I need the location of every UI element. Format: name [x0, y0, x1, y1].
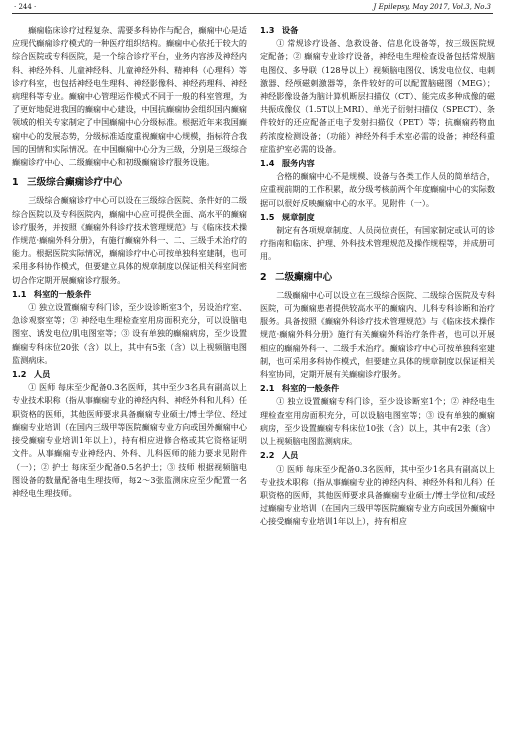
section-2-1-paragraph: ① 独立设置癫痫专科门诊，至少设诊断室1个；② 神经电生理检查室用房面积充分，可以设脑电图室等；③ 设有单独的癫痫病房，至少设置癫痫专科床位10张（含）以上，其中有2张（含）以上视频脑电图监测病床。: [260, 396, 495, 447]
left-column: [12, 24, 247, 500]
section-2-2-paragraph: ① 医师 每床至少配备0.3名医师，其中至少1名具有副高以上专业技术职称（指从事癫痫专业的神经内科、神经外科和儿科）任职资格的医师，其他医师要求具备癫痫专业硕士/博士学位和/或经过癫痫专业培训（在国内三级甲等医院癫痫专业方向或国外癫痫中心接受癫痫专业培训1年以上），持有相应: [260, 463, 495, 527]
section-1-1-paragraph: ① 独立设置癫痫专科门诊，至少设诊断室3个，另设治疗室、急诊观察室等；② 神经电生理检查室用房面积充分，可以设脑电图室、诱发电位/肌电图室等；③ 设有单独的癫痫病房，至少设置癫痫专科床位20张（含）以上，其中有5张（含）以上视频脑电图监测病床。: [12, 302, 247, 365]
section-1-2-paragraph: ① 医师 每床至少配备0.3名医师，其中至少3名具有副高以上专业技术职称（指从事癫痫专业的神经内科、神经外科和儿科）任职资格的医师，其他医师要求具备癫痫专业硕士/博士学位、经过癫痫专业培训（在国内三级甲等医院癫痫专业方向或国外癫痫中心接受癫痫专业培训1年以上），持有相应进修合格或其它资格证明文件。从事癫痫专业神经内、外科、儿科医师的能力要求见附件（一）；② 护士 每床至少配备0.5名护士；③ 技师 根据视频脑电图设备的数量配备电生理技师，每2～3张监测床应至少配置一名神经电生理技师。: [12, 382, 247, 498]
section-1-2-heading: 1.2 人员: [12, 369, 51, 380]
section-1-5-paragraph: 制定有各项规章制度、人员岗位责任，有国家制定或认可的诊疗指南和临床、护理、外科技术管理规范及操作规程等，并成册可用。: [260, 225, 495, 262]
right-column: [260, 24, 495, 529]
section-1-5-heading: 1.5 规章制度: [260, 211, 315, 222]
section-1-heading: 1 三级综合癫痫诊疗中心: [12, 177, 123, 189]
section-2-1-heading: 2.1 科室的一般条件: [260, 383, 340, 394]
section-1-paragraph: 三级综合癫痫诊疗中心可以设在三级综合医院、条件好的二级综合医院以及专科医院内，癫痫中心应可提供全面、高水平的癫痫诊疗服务，并按照《癫痫外科诊疗技术管理规范》与《临床技术操作规范·癫痫外科分册》，有施行癫痫外科一、二、三级手术治疗的能力。根据医院实际情况，癫痫诊疗中心可按单独科室建制，也可采用多科协作模式，但要建立具体的规章制度以保证相关科室间密切合作定期开展癫痫诊疗服务。: [12, 195, 247, 285]
intro-paragraph: 癫痫临床诊疗过程复杂、需要多科协作与配合，癫痫中心是适应现代癫痫诊疗模式的一种医疗组织结构。癫痫中心依托于较大的综合医院或专科医院，是一个综合诊疗平台，业务内容涉及神经内科、神经外科、儿童神经科、儿童神经外科、精神科（心理科）等诊疗科室，也包括神经电生理科、神经影像科、神经药理科、神经病理科等专业。癫痫中心管理运作模式不同于一般的科室管理，为了更好地促进我国的癫痫中心建设，中国抗癫痫协会组织国内癫痫领域的相关专家制定了中国癫痫中心分级标准。根据近年来我国癫痫中心的发展态势，分级标准适度重视癫痫中心规模，指标符合我国的国情和实际情况。在中国癫痫中心分为三级，分别是三级综合癫痫诊疗中心、二级癫痫中心和初级癫痫诊疗服务设施。: [12, 25, 247, 168]
section-2-heading: 2 二级癫痫中心: [260, 271, 333, 283]
section-2-paragraph: 二级癫痫中心可以设立在三级综合医院、二级综合医院及专科医院，可为癫痫患者提供较高水平的癫痫内、儿科专科诊断和治疗服务。具备按照《癫痫外科诊疗技术管理规范》与《临床技术操作规范·癫痫外科分册》施行有关癫痫外科治疗条件者，也可以开展相应的癫痫外科一、二级手术治疗。癫痫诊疗中心可按单独科室建制，也可采用多科协作模式，但要建立具体的规章制度以保证相关科室协同，定期开展有关癫痫诊疗服务。: [260, 289, 495, 380]
section-1-3-paragraph: ① 常规诊疗设备、急救设备、信息化设备等，按三级医院规定配备；② 癫痫专业诊疗设备，神经电生理检查设备包括常规脑电图仪、多导联（128导以上）视频脑电图仪、诱发电位仪、电刺激器、经颅磁刺激器等，条件较好的可以配置脑磁图（MEG）；神经影像设备为脑计算机断层扫描仪（CT）、能完成多种成像的磁共振成像仪（1.5T以上MRI）、单光子衍射扫描仪（SPECT）、条件较好的还应配备正电子发射扫描仪（PET）等；抗癫痫药物血药浓度检测设备；（功能）神经外科手术室必需的设备；神经科重症监护室必需的设备。: [260, 38, 495, 154]
section-1-4-heading: 1.4 服务内容: [260, 158, 315, 169]
section-1-1-heading: 1.1 科室的一般条件: [12, 288, 92, 299]
journal-citation: J Epilepsy, May 2017, Vol.3, No.3: [373, 3, 491, 11]
page-number: · 244 ·: [14, 3, 37, 11]
section-1-4-paragraph: 合格的癫痫中心不是规模、设备与各类工作人员的简单结合，应重视前期的工作积累，故分级考核前两个年度癫痫中心的实际数据可以很好反映癫痫中心的水平。见附件（一）。: [260, 171, 495, 208]
header-rule: [12, 13, 493, 14]
section-2-2-heading: 2.2 人员: [260, 450, 299, 461]
section-1-3-heading: 1.3 设备: [260, 25, 299, 35]
